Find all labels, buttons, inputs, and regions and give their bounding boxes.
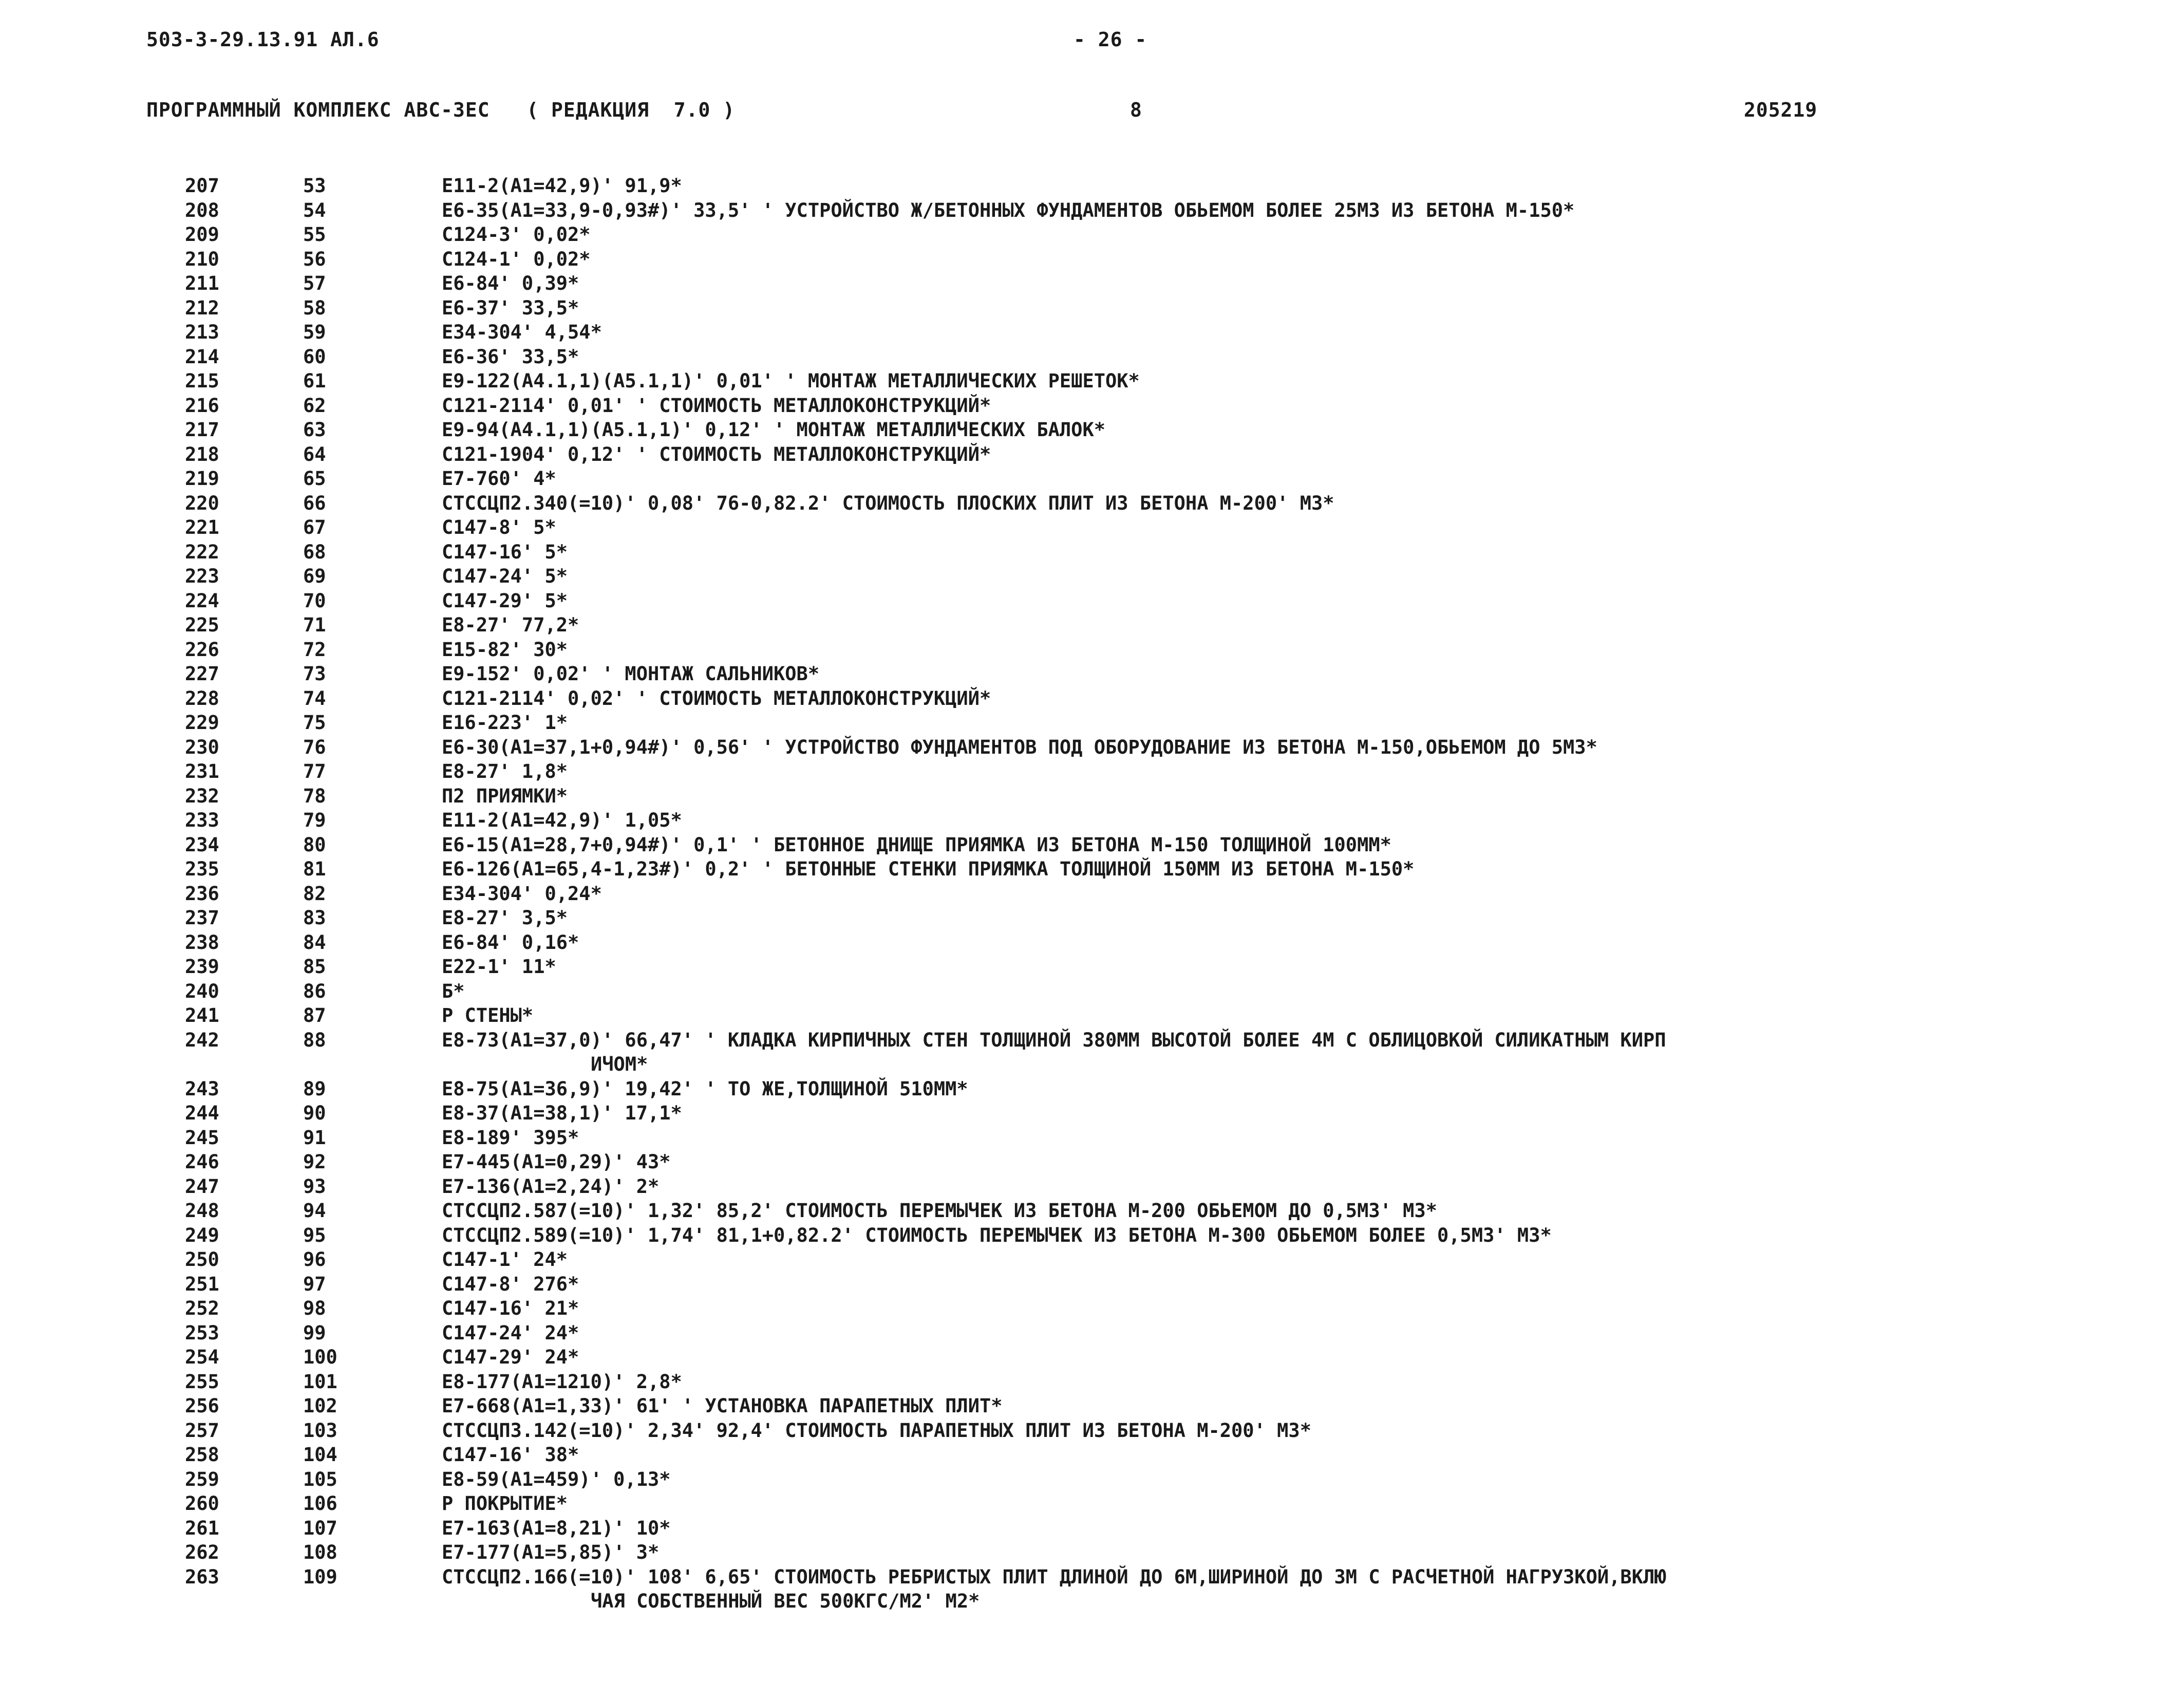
page-number: - 26 - [1074, 28, 1147, 51]
entry-main-text: Б* [442, 980, 465, 1002]
listing-row [185, 784, 2096, 809]
line-number: 259 [185, 1468, 219, 1490]
entry-main-text: С147-1' 24* [442, 1248, 568, 1271]
item-number: 78 [303, 785, 326, 807]
line-number: 225 [185, 614, 219, 636]
entry-main-text: Е6-35(А1=33,9-0,93#)' 33,5' ' УСТРОЙСТВО Ж/БЕТОННЫХ ФУНДАМЕНТОВ ОБЬЕМОМ БОЛЕЕ 25М3 ИЗ БЕТОНА М-150* [442, 199, 1575, 221]
entry-main-text: С147-24' 5* [442, 565, 568, 587]
entry-main-text: Е7-760' 4* [442, 468, 556, 490]
entry-text [442, 418, 2096, 442]
line-number: 230 [185, 736, 219, 758]
entry-main-text: Е7-163(А1=8,21)' 10* [442, 1517, 671, 1539]
line-number: 224 [185, 589, 219, 612]
entry-main-text: С124-1' 0,02* [442, 248, 591, 270]
item-number: 69 [303, 565, 326, 587]
listing-row [185, 662, 2096, 686]
listing-row [185, 394, 2096, 418]
listing-row [185, 1199, 2096, 1223]
entry-main-text: Е9-152' 0,02' ' МОНТАЖ САЛЬНИКОВ* [442, 663, 820, 685]
entry-main-text: Е6-37' 33,5* [442, 296, 579, 319]
item-number: 92 [303, 1151, 326, 1173]
line-number: 211 [185, 272, 219, 294]
line-number: 221 [185, 516, 219, 538]
entry-main-text: Е7-668(А1=1,33)' 61' ' УСТАНОВКА ПАРАПЕТНЫХ ПЛИТ* [442, 1395, 1003, 1417]
listing-row [185, 882, 2096, 906]
line-number: 239 [185, 956, 219, 978]
item-number: 98 [303, 1297, 326, 1319]
entry-main-text: Е9-122(А4.1,1)(А5.1,1)' 0,01' ' МОНТАЖ МЕТАЛЛИЧЕСКИХ РЕШЕТОК* [442, 370, 1140, 392]
entry-text [442, 1370, 2096, 1394]
item-number: 102 [303, 1395, 337, 1417]
line-number: 234 [185, 833, 219, 856]
entry-continuation-text: ЧАЯ СОБСТВЕННЫЙ ВЕС 500КГС/М2' М2* [591, 1590, 980, 1612]
item-number: 57 [303, 272, 326, 294]
entry-text [442, 979, 2096, 1004]
item-number: 58 [303, 296, 326, 319]
listing-row [185, 930, 2096, 955]
item-number: 79 [303, 809, 326, 831]
entry-main-text: П2 ПРИЯМКИ* [442, 785, 568, 807]
entry-main-text: Е11-2(А1=42,9)' 1,05* [442, 809, 682, 831]
line-number: 253 [185, 1321, 219, 1344]
line-number: 228 [185, 687, 219, 710]
entry-text [442, 955, 2096, 979]
listing-row [185, 198, 2096, 223]
entry-text [442, 369, 2096, 394]
listing-row [185, 589, 2096, 613]
entry-text [442, 686, 2096, 711]
entry-text [442, 1565, 2096, 1614]
listing-row [185, 1443, 2096, 1467]
entry-text [442, 1491, 2096, 1516]
entry-text [442, 1296, 2096, 1321]
entry-main-text: Е8-37(А1=38,1)' 17,1* [442, 1102, 682, 1124]
listing-row [185, 686, 2096, 711]
entry-main-text: Е8-177(А1=1210)' 2,8* [442, 1370, 682, 1393]
listing-row [185, 1101, 2096, 1126]
entry-text [442, 613, 2096, 638]
line-number: 214 [185, 345, 219, 368]
entry-text [442, 320, 2096, 345]
listing-row [185, 491, 2096, 516]
entry-text [442, 1345, 2096, 1370]
item-number: 86 [303, 980, 326, 1002]
entry-text [442, 394, 2096, 418]
entry-text [442, 930, 2096, 955]
document-code: 503-3-29.13.91 АЛ.6 [146, 28, 380, 51]
entry-text [442, 296, 2096, 321]
item-number: 94 [303, 1200, 326, 1222]
listing-row [185, 540, 2096, 565]
line-number: 215 [185, 370, 219, 392]
entry-text [442, 1174, 2096, 1199]
entry-main-text: С147-8' 5* [442, 516, 556, 538]
entry-main-text: СТССЦП3.142(=10)' 2,34' 92,4' СТОИМОСТЬ ПАРАПЕТНЫХ ПЛИТ ИЗ БЕТОНА М-200' М3* [442, 1419, 1311, 1442]
entry-main-text: СТССЦП2.340(=10)' 0,08' 76-0,82.2' СТОИМОСТЬ ПЛОСКИХ ПЛИТ ИЗ БЕТОНА М-200' М3* [442, 492, 1334, 514]
item-number: 107 [303, 1517, 337, 1539]
listing-row [185, 515, 2096, 540]
listing-row [185, 833, 2096, 857]
entry-main-text: Е8-73(А1=37,0)' 66,47' ' КЛАДКА КИРПИЧНЫХ СТЕН ТОЛЩИНОЙ 380ММ ВЫСОТОЙ БОЛЕЕ 4М С ОБЛИЦОВКОЙ СИЛИКАТНЫМ КИРП [442, 1029, 1666, 1051]
line-number: 223 [185, 565, 219, 587]
item-number: 83 [303, 907, 326, 929]
entry-main-text: С121-2114' 0,01' ' СТОИМОСТЬ МЕТАЛЛОКОНСТРУКЦИЙ* [442, 394, 991, 417]
listing-row [185, 271, 2096, 296]
item-number: 59 [303, 321, 326, 343]
entry-text [442, 1394, 2096, 1418]
item-number: 88 [303, 1029, 326, 1051]
entry-main-text: С147-24' 24* [442, 1321, 579, 1344]
document-id: 205219 [1744, 99, 1818, 121]
entry-main-text: С147-29' 5* [442, 589, 568, 612]
listing-row [185, 1491, 2096, 1516]
line-number: 262 [185, 1541, 219, 1563]
line-number: 212 [185, 296, 219, 319]
program-title: ПРОГРАММНЫЙ КОМПЛЕКС АВС-3ЕС ( РЕДАКЦИЯ 7.0 ) [146, 99, 736, 121]
entry-text [442, 515, 2096, 540]
entry-main-text: С121-1904' 0,12' ' СТОИМОСТЬ МЕТАЛЛОКОНСТРУКЦИЙ* [442, 443, 991, 465]
entry-text [442, 1223, 2096, 1248]
entry-text [442, 833, 2096, 857]
item-number: 76 [303, 736, 326, 758]
line-number: 249 [185, 1224, 219, 1246]
entry-main-text: С121-2114' 0,02' ' СТОИМОСТЬ МЕТАЛЛОКОНСТРУКЦИЙ* [442, 687, 991, 710]
line-number: 251 [185, 1273, 219, 1295]
entry-main-text: Е15-82' 30* [442, 638, 568, 661]
item-number: 90 [303, 1102, 326, 1124]
line-number: 222 [185, 540, 219, 563]
line-number: 213 [185, 321, 219, 343]
item-number: 54 [303, 199, 326, 221]
listing-row [185, 638, 2096, 662]
item-number: 105 [303, 1468, 337, 1490]
listing-row [185, 442, 2096, 467]
entry-main-text: Е6-30(А1=37,1+0,94#)' 0,56' ' УСТРОЙСТВО ФУНДАМЕНТОВ ПОД ОБОРУДОВАНИЕ ИЗ БЕТОНА М-150,ОБЬЕМОМ ДО 5М3* [442, 736, 1597, 758]
listing-row [185, 955, 2096, 979]
listing-row [185, 906, 2096, 930]
listing-row [185, 1247, 2096, 1272]
entry-main-text: С124-3' 0,02* [442, 223, 591, 246]
entry-text [442, 345, 2096, 369]
entry-main-text: Е8-27' 3,5* [442, 907, 568, 929]
line-number: 229 [185, 712, 219, 734]
line-number: 258 [185, 1444, 219, 1466]
listing-row [185, 1418, 2096, 1443]
entry-main-text: Е8-59(А1=459)' 0,13* [442, 1468, 671, 1490]
line-number: 254 [185, 1346, 219, 1368]
line-number: 244 [185, 1102, 219, 1124]
entry-text [442, 1516, 2096, 1541]
listing-row [185, 1126, 2096, 1150]
item-number: 104 [303, 1444, 337, 1466]
line-number: 240 [185, 980, 219, 1002]
line-number: 208 [185, 199, 219, 221]
line-number: 256 [185, 1395, 219, 1417]
listing-row [185, 1321, 2096, 1346]
item-number: 63 [303, 419, 326, 441]
line-number: 237 [185, 907, 219, 929]
line-number: 255 [185, 1370, 219, 1393]
listing-row [185, 613, 2096, 638]
line-number: 243 [185, 1077, 219, 1100]
item-number: 95 [303, 1224, 326, 1246]
line-number: 231 [185, 760, 219, 782]
entry-text [442, 857, 2096, 882]
item-number: 74 [303, 687, 326, 710]
entry-main-text: СТССЦП2.587(=10)' 1,32' 85,2' СТОИМОСТЬ ПЕРЕМЫЧЕК ИЗ БЕТОНА М-200 ОБЬЕМОМ ДО 0,5М3' М3* [442, 1200, 1438, 1222]
entry-text [442, 1321, 2096, 1346]
listing-row [185, 1345, 2096, 1370]
line-number: 209 [185, 223, 219, 246]
item-number: 82 [303, 882, 326, 905]
entry-text [442, 247, 2096, 272]
listing-row [185, 711, 2096, 735]
listing-row [185, 345, 2096, 369]
listing-row [185, 1003, 2096, 1028]
entry-main-text: С147-16' 5* [442, 540, 568, 563]
line-number: 216 [185, 394, 219, 417]
entry-text [442, 662, 2096, 686]
item-number: 106 [303, 1492, 337, 1515]
item-number: 101 [303, 1370, 337, 1393]
listing-row [185, 564, 2096, 589]
entry-text [442, 735, 2096, 760]
line-number: 219 [185, 468, 219, 490]
entry-text [442, 1443, 2096, 1467]
sheet-number: 8 [1130, 99, 1142, 121]
entry-main-text: Е7-445(А1=0,29)' 43* [442, 1151, 671, 1173]
item-number: 68 [303, 540, 326, 563]
entry-main-text: Е9-94(А4.1,1)(А5.1,1)' 0,12' ' МОНТАЖ МЕТАЛЛИЧЕСКИХ БАЛОК* [442, 419, 1106, 441]
line-number: 250 [185, 1248, 219, 1271]
entry-text [442, 759, 2096, 784]
item-number: 60 [303, 345, 326, 368]
item-number: 99 [303, 1321, 326, 1344]
entry-text [442, 711, 2096, 735]
entry-text [442, 1077, 2096, 1101]
entry-main-text: СТССЦП2.589(=10)' 1,74' 81,1+0,82.2' СТОИМОСТЬ ПЕРЕМЫЧЕК ИЗ БЕТОНА М-300 ОБЬЕМОМ БОЛЕЕ 0,5М3' М3* [442, 1224, 1552, 1246]
listing-row [185, 222, 2096, 247]
line-number: 233 [185, 809, 219, 831]
item-number: 70 [303, 589, 326, 612]
listing-row [185, 1467, 2096, 1492]
line-number: 236 [185, 882, 219, 905]
item-number: 65 [303, 468, 326, 490]
item-number: 71 [303, 614, 326, 636]
listing-row [185, 320, 2096, 345]
listing-row [185, 979, 2096, 1004]
line-number: 252 [185, 1297, 219, 1319]
listing-row [185, 1565, 2096, 1614]
entry-text [442, 589, 2096, 613]
entry-main-text: СТССЦП2.166(=10)' 108' 6,65' СТОИМОСТЬ РЕБРИСТЫХ ПЛИТ ДЛИНОЙ ДО 6М,ШИРИНОЙ ДО 3М С РАСЧЕТНОЙ НАГРУЗКОЙ,ВКЛЮ [442, 1565, 1666, 1588]
entry-text [442, 882, 2096, 906]
item-number: 91 [303, 1126, 326, 1149]
entry-main-text: Е6-36' 33,5* [442, 345, 579, 368]
line-number: 235 [185, 858, 219, 880]
item-number: 56 [303, 248, 326, 270]
entry-main-text: Е11-2(А1=42,9)' 91,9* [442, 175, 682, 197]
item-number: 62 [303, 394, 326, 417]
line-number: 242 [185, 1029, 219, 1051]
entry-text [442, 1199, 2096, 1223]
entry-continuation-text: ИЧОМ* [591, 1053, 648, 1075]
entry-main-text: Е6-126(А1=65,4-1,23#)' 0,2' ' БЕТОННЫЕ СТЕНКИ ПРИЯМКА ТОЛЩИНОЙ 150ММ ИЗ БЕТОНА М-150* [442, 858, 1415, 880]
line-number: 248 [185, 1200, 219, 1222]
item-number: 85 [303, 956, 326, 978]
line-number: 247 [185, 1175, 219, 1198]
line-number: 226 [185, 638, 219, 661]
entry-main-text: Е7-177(А1=5,85)' 3* [442, 1541, 660, 1563]
entry-main-text: Е8-189' 395* [442, 1126, 579, 1149]
item-number: 109 [303, 1565, 337, 1588]
listing-row [185, 369, 2096, 394]
listing-row [185, 1516, 2096, 1541]
listing-table [185, 174, 2096, 1614]
entry-text [442, 198, 2096, 223]
entry-main-text: Е34-304' 4,54* [442, 321, 602, 343]
entry-text [442, 174, 2096, 198]
entry-text [442, 222, 2096, 247]
item-number: 89 [303, 1077, 326, 1100]
line-number: 241 [185, 1004, 219, 1026]
line-number: 260 [185, 1492, 219, 1515]
listing-row [185, 1394, 2096, 1418]
listing-row [185, 247, 2096, 272]
entry-text [442, 442, 2096, 467]
line-number: 245 [185, 1126, 219, 1149]
entry-main-text: Е8-75(А1=36,9)' 19,42' ' ТО ЖЕ,ТОЛЩИНОЙ 510ММ* [442, 1077, 968, 1100]
listing-row [185, 418, 2096, 442]
listing-row [185, 1272, 2096, 1297]
listing-row [185, 1223, 2096, 1248]
entry-main-text: Е22-1' 11* [442, 956, 556, 978]
entry-text [442, 784, 2096, 809]
entry-text [442, 1418, 2096, 1443]
item-number: 64 [303, 443, 326, 465]
entry-text [442, 466, 2096, 491]
entry-main-text: Р ПОКРЫТИЕ* [442, 1492, 568, 1515]
listing-row [185, 1540, 2096, 1565]
entry-main-text: Е7-136(А1=2,24)' 2* [442, 1175, 660, 1198]
entry-main-text: С147-16' 38* [442, 1444, 579, 1466]
entry-text [442, 1101, 2096, 1126]
entry-text [442, 271, 2096, 296]
line-number: 257 [185, 1419, 219, 1442]
item-number: 97 [303, 1273, 326, 1295]
line-number: 217 [185, 419, 219, 441]
line-number: 263 [185, 1565, 219, 1588]
item-number: 73 [303, 663, 326, 685]
listing-row [185, 808, 2096, 833]
listing-row [185, 735, 2096, 760]
line-number: 227 [185, 663, 219, 685]
item-number: 80 [303, 833, 326, 856]
entry-main-text: Е6-84' 0,16* [442, 931, 579, 954]
line-number: 238 [185, 931, 219, 954]
entry-text [442, 808, 2096, 833]
listing-row [185, 1028, 2096, 1077]
entry-main-text: Е34-304' 0,24* [442, 882, 602, 905]
line-number: 218 [185, 443, 219, 465]
line-number: 232 [185, 785, 219, 807]
item-number: 100 [303, 1346, 337, 1368]
entry-text [442, 1467, 2096, 1492]
listing-row [185, 466, 2096, 491]
listing-row [185, 759, 2096, 784]
item-number: 67 [303, 516, 326, 538]
item-number: 66 [303, 492, 326, 514]
listing-row [185, 1296, 2096, 1321]
listing-row [185, 1077, 2096, 1101]
item-number: 61 [303, 370, 326, 392]
entry-main-text: Е8-27' 1,8* [442, 760, 568, 782]
item-number: 93 [303, 1175, 326, 1198]
line-number: 261 [185, 1517, 219, 1539]
entry-main-text: Е6-15(А1=28,7+0,94#)' 0,1' ' БЕТОННОЕ ДНИЩЕ ПРИЯМКА ИЗ БЕТОНА М-150 ТОЛЩИНОЙ 100ММ* [442, 833, 1391, 856]
item-number: 87 [303, 1004, 326, 1026]
listing-row [185, 1174, 2096, 1199]
item-number: 81 [303, 858, 326, 880]
entry-main-text: С147-16' 21* [442, 1297, 579, 1319]
entry-text [442, 564, 2096, 589]
entry-text [442, 540, 2096, 565]
entry-text [442, 1126, 2096, 1150]
entry-text [442, 906, 2096, 930]
listing-row [185, 174, 2096, 198]
item-number: 75 [303, 712, 326, 734]
line-number: 210 [185, 248, 219, 270]
entry-main-text: С147-8' 276* [442, 1273, 579, 1295]
item-number: 84 [303, 931, 326, 954]
item-number: 77 [303, 760, 326, 782]
item-number: 72 [303, 638, 326, 661]
line-number: 246 [185, 1151, 219, 1173]
entry-main-text: С147-29' 24* [442, 1346, 579, 1368]
listing-row [185, 857, 2096, 882]
entry-text [442, 638, 2096, 662]
listing-row [185, 1370, 2096, 1394]
entry-text [442, 491, 2096, 516]
line-number: 220 [185, 492, 219, 514]
entry-main-text: Е6-84' 0,39* [442, 272, 579, 294]
item-number: 96 [303, 1248, 326, 1271]
entry-text [442, 1150, 2096, 1174]
entry-main-text: Е8-27' 77,2* [442, 614, 579, 636]
line-number: 207 [185, 175, 219, 197]
entry-main-text: Р СТЕНЫ* [442, 1004, 534, 1026]
entry-main-text: Е16-223' 1* [442, 712, 568, 734]
entry-text [442, 1028, 2096, 1077]
entry-text [442, 1272, 2096, 1297]
item-number: 108 [303, 1541, 337, 1563]
entry-text [442, 1247, 2096, 1272]
item-number: 103 [303, 1419, 337, 1442]
item-number: 55 [303, 223, 326, 246]
listing-row [185, 296, 2096, 321]
item-number: 53 [303, 175, 326, 197]
entry-text [442, 1540, 2096, 1565]
entry-text [442, 1003, 2096, 1028]
listing-row [185, 1150, 2096, 1174]
